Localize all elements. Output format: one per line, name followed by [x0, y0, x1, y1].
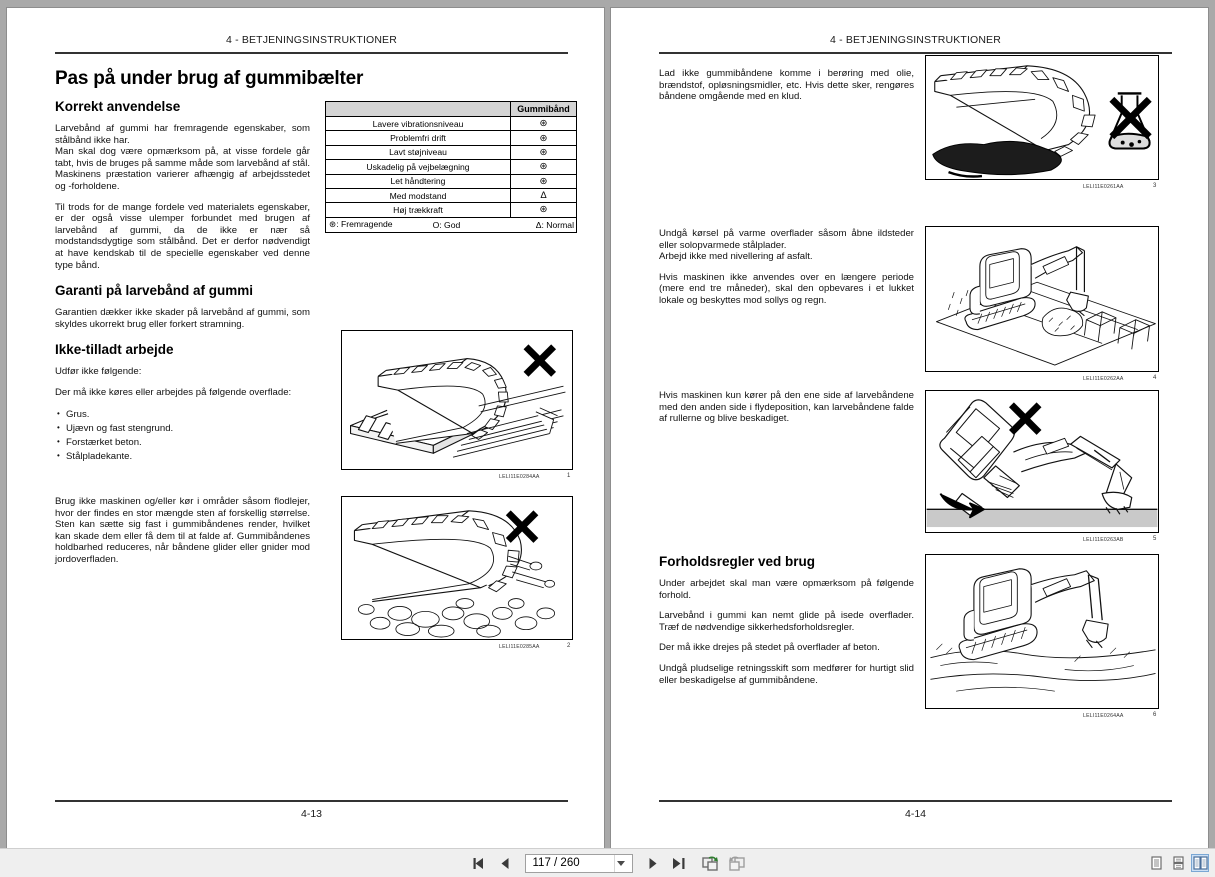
figure-caption-code: LELI11E0263AB — [1083, 537, 1124, 543]
rotate-counterclockwise-button[interactable] — [727, 854, 746, 873]
single-page-view-icon — [1150, 856, 1163, 870]
legend-good: Ο: God — [432, 219, 461, 230]
table-row — [326, 117, 577, 131]
figure-rubber-track-on-steel-plates[interactable] — [341, 330, 573, 470]
table-cell-mark: ⊛ — [511, 145, 577, 159]
page-number-left: 4-13 — [300, 808, 322, 820]
list-item: • Forstærket beton. — [66, 436, 310, 450]
figure-caption-code: LELI11E0285AA — [499, 644, 540, 650]
next-page-icon — [646, 857, 659, 870]
table-header-blank — [326, 102, 511, 117]
table-row — [326, 174, 577, 188]
figure-excavator-on-icy-surface-caution[interactable] — [925, 554, 1159, 709]
table-cell-mark: ⊛ — [511, 203, 577, 217]
table-cell-label: Lavere vibrationsniveau — [326, 117, 511, 131]
viewer-toolbar — [0, 848, 1215, 877]
figure-number: 6 — [1153, 712, 1157, 718]
list-item: • Grus. — [66, 408, 310, 422]
text-column-left — [55, 99, 310, 464]
last-page-button[interactable] — [669, 854, 688, 873]
rubber-track-properties-table — [325, 101, 577, 233]
table-cell-mark: ⊛ — [511, 174, 577, 188]
chevron-down-icon[interactable] — [614, 855, 628, 872]
rotate-clockwise-icon — [702, 855, 719, 871]
two-page-view-icon — [1193, 856, 1208, 870]
two-page-view-button[interactable] — [1191, 854, 1209, 872]
table-row — [326, 203, 577, 217]
rotate-clockwise-button[interactable] — [701, 854, 720, 873]
paragraph: Undgå kørsel på varme overflader såsom åbne ildsteder eller solopvarmede stålplader. — [659, 228, 914, 251]
table-row — [326, 145, 577, 159]
figure-caption-code: LELI11E0284AA — [499, 474, 540, 480]
table-cell-mark: ⊛ — [511, 117, 577, 131]
previous-page-icon — [499, 857, 512, 870]
text-column-right — [659, 68, 914, 103]
paragraph: Hvis maskinen kun kører på den ene side af larvebåndene med den anden side i flydeposition, kan larvebåndene falde af rullerne og blive beskadiget. — [659, 390, 914, 425]
page-number-field[interactable] — [525, 854, 633, 873]
paragraph: Der må ikke køres eller arbejdes på følgende overflade: — [55, 386, 292, 398]
legend-normal: Δ: Normal — [535, 219, 574, 230]
continuous-page-view-button[interactable] — [1169, 854, 1187, 872]
table-cell-label: Med modstand — [326, 188, 511, 202]
header-rule-right — [659, 52, 1172, 54]
text-block-heat-storage — [659, 228, 914, 316]
prohibited-surfaces-list — [55, 408, 310, 464]
next-page-button[interactable] — [643, 854, 662, 873]
table-cell-label: Let håndtering — [326, 174, 511, 188]
paragraph: Under arbejdet skal man være opmærksom på følgende forhold. — [659, 578, 914, 601]
paragraph: Der må ikke drejes på stedet på overflader af beton. — [659, 642, 880, 654]
paragraph: Larvebånd af gummi har fremragende egenskaber, som stålbånd ikke har. — [55, 123, 310, 146]
page-spread — [0, 8, 1215, 848]
section-heading-garanti: Garanti på larvebånd af gummi — [55, 283, 254, 299]
running-header-right: 4 - BETJENINGSINSTRUKTIONER — [830, 34, 1001, 46]
figure-number: 1 — [567, 473, 571, 479]
paragraph: Garantien dækker ikke skader på larvebånd af gummi, som skyldes ukorrekt brug eller forkert stramning. — [55, 307, 310, 330]
text-block-float-position — [659, 390, 914, 434]
view-mode-controls — [1147, 849, 1209, 877]
page-title: Pas på under brug af gummibælter — [55, 68, 364, 89]
footer-rule-left — [55, 800, 568, 802]
figure-number: 2 — [567, 643, 571, 649]
section-heading-korrekt-anvendelse: Korrekt anvendelse — [55, 99, 181, 114]
table-row — [326, 131, 577, 145]
header-rule-left — [55, 52, 568, 54]
paragraph: Arbejd ikke med nivellering af asfalt. — [659, 251, 813, 263]
table-header-gummiband: Gummibånd — [511, 102, 577, 117]
page-number-right: 4-14 — [904, 808, 926, 820]
table-cell-label: Problemfri drift — [326, 131, 511, 145]
table-row — [326, 160, 577, 174]
running-header-left: 4 - BETJENINGSINSTRUKTIONER — [226, 34, 397, 46]
table-legend — [326, 217, 577, 232]
figure-number: 3 — [1153, 183, 1157, 189]
paragraph: Hvis maskinen ikke anvendes over en længere periode (mere end tre måneder), skal den opbevares i et lukket lokale og beskyttes mod sollys og regn. — [659, 271, 914, 306]
first-page-button[interactable] — [470, 854, 489, 873]
section-heading-forholdsregler: Forholdsregler ved brug — [659, 554, 816, 569]
list-item: • Stålpladekante. — [66, 450, 310, 464]
paragraph-riverbed-warning: Brug ikke maskinen og/eller kør i områder såsom flodlejer, hvor der findes en stor mængde sten af forskellig størrelse. Sten kan sætte sig fast i gummibåndenes render, hvilket kan skade dem eller få dem til at falde af. Gummibåndenes holdbarhed reduceres, når båndene glider eller gnider mod jordoverfladen. — [55, 496, 310, 565]
table-row — [326, 188, 577, 202]
footer-rule-right — [659, 800, 1172, 802]
text-block-forholdsregler — [659, 554, 914, 695]
previous-page-button[interactable] — [496, 854, 515, 873]
page-left[interactable] — [7, 8, 604, 848]
paragraph: Til trods for de mange fordele ved materialets egenskaber, er der også visse ulemper forbundet med brugen af larvebånd af gummi, da de ikke er nær så modstandsdygtige som stålbånd. Det er derfor nødvendigt at have kendskab til de specielle egenskaber ved denne type bånd. — [55, 201, 310, 271]
paragraph: Undgå pludselige retningsskift som medfører for hurtigt slid eller beskadigelse af gummibåndene. — [659, 662, 914, 686]
pagination-controls — [470, 854, 746, 873]
table-cell-label: Høj trækkraft — [326, 203, 511, 217]
figure-caption-code: LELI11E0261AA — [1083, 184, 1124, 190]
figure-excavator-tilted-on-one-track-prohibited[interactable] — [925, 390, 1159, 533]
single-page-view-button[interactable] — [1147, 854, 1165, 872]
table-cell-mark: ⊛ — [511, 131, 577, 145]
page-right[interactable] — [611, 8, 1208, 848]
table-cell-label: Lavt støjniveau — [326, 145, 511, 159]
list-item: • Ujævn og fast stengrund. — [66, 422, 310, 436]
paragraph: Lad ikke gummibåndene komme i berøring med olie, brændstof, opløsningsmidler, etc. Hvis dette sker, rengøres båndene omgående med en klud. — [659, 68, 914, 103]
figure-rubber-track-on-rocky-riverbed[interactable] — [341, 496, 573, 640]
figure-number: 4 — [1153, 375, 1157, 381]
legend-excellent: ⊛: Fremragende — [329, 219, 393, 230]
figure-excavator-leveling-asphalt-prohibited[interactable] — [925, 226, 1159, 372]
rotate-counterclockwise-icon — [728, 855, 745, 871]
table-cell-mark: Δ — [511, 188, 577, 202]
paragraph: Udfør ikke følgende: — [55, 366, 142, 378]
section-heading-ikke-tilladt-arbejde: Ikke-tilladt arbejde — [55, 342, 174, 358]
table-cell-label: Uskadelig på vejbelægning — [326, 160, 511, 174]
last-page-icon — [671, 857, 686, 870]
paragraph: Larvebånd i gummi kan nemt glide på isede overflader. Træf de nødvendige sikkerhedsforholdsregler. — [659, 610, 914, 633]
figure-caption-code: LELI11E0262AA — [1083, 376, 1124, 382]
figure-caption-code: LELI11E0264AA — [1083, 713, 1124, 719]
page-number-input[interactable] — [526, 855, 612, 872]
continuous-page-view-icon — [1172, 856, 1185, 870]
first-page-icon — [472, 857, 487, 870]
figure-number: 5 — [1153, 536, 1157, 542]
figure-track-and-oil-spill-prohibited[interactable] — [925, 55, 1159, 180]
table-cell-mark: ⊛ — [511, 160, 577, 174]
paragraph: Man skal dog være opmærksom på, at visse fordele går tabt, hvis de bruges på samme måde som larvebånd af stål. Maskinens præstation varierer afhængig af arbejdsstedet og -forholdene. — [55, 146, 310, 192]
